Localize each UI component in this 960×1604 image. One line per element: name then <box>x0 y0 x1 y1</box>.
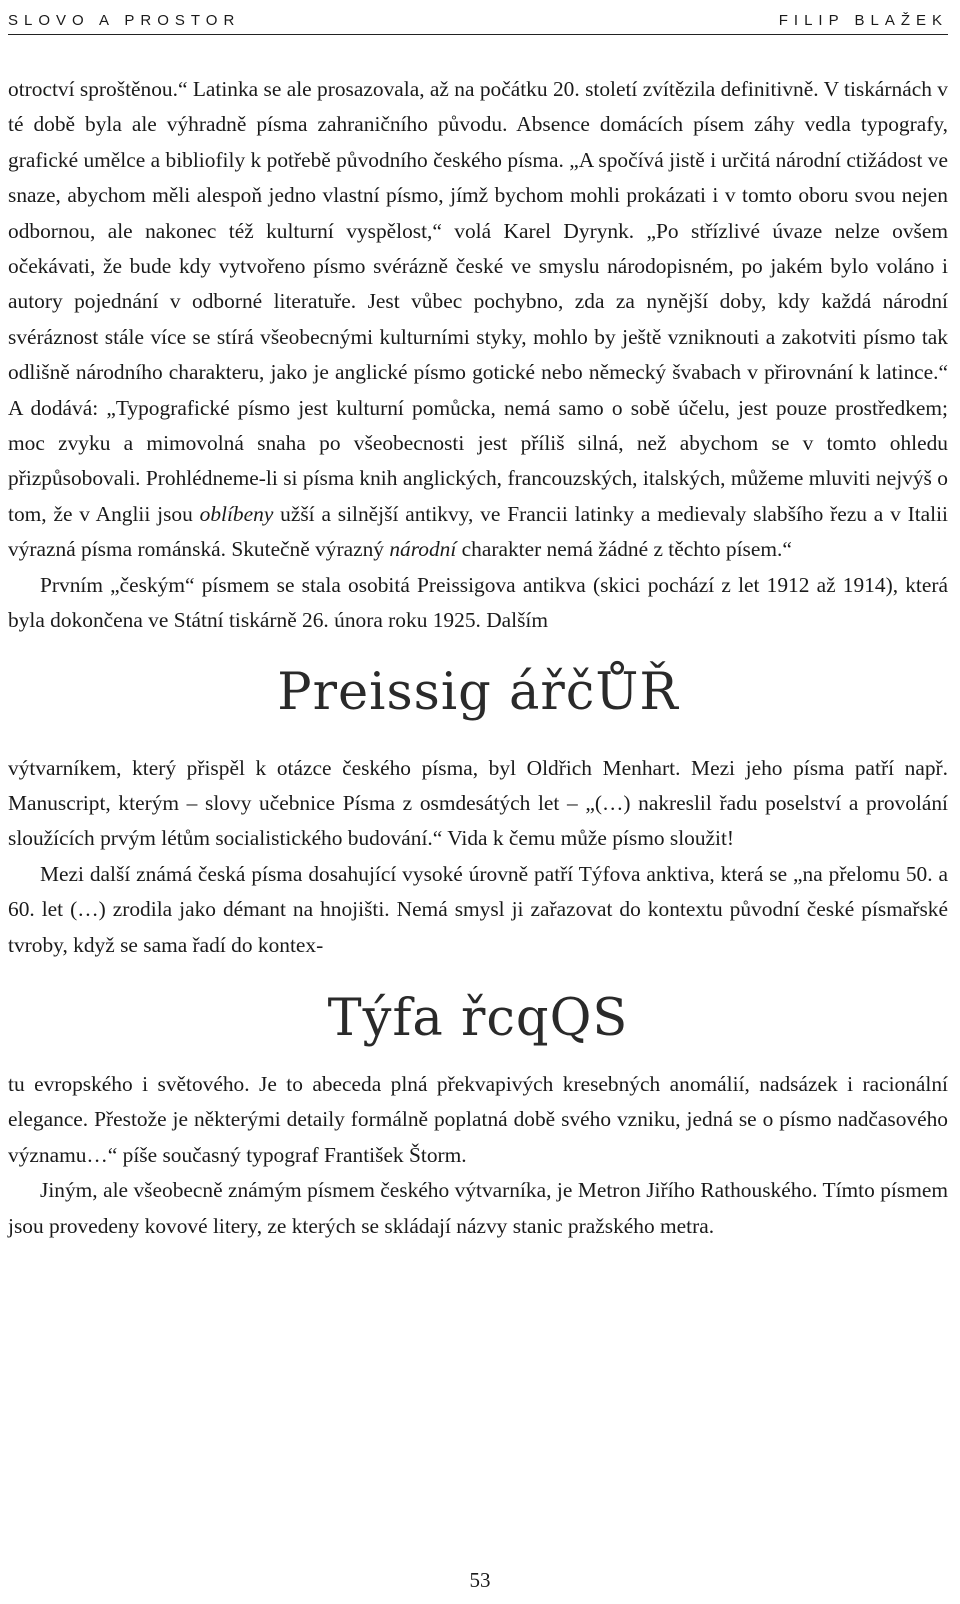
paragraph-tyfa: Mezi další známá česká písma dosahující vysoké úrovně patří Týfova anktiva, která se „na přelomu 50. a 60. let (…) zrodila jako démant na hnojišti. Nemá smysl ji zařazovat do kontextu původní české písmařské tvroby, když se sama řadí do kontex- <box>8 861 948 957</box>
page-number: 53 <box>469 1568 491 1592</box>
paragraph-text: charakter nemá žádné z těchto písem.“ <box>456 537 792 562</box>
preissig-typeface-specimen: Preissig ářčŮŘ <box>277 662 679 722</box>
paragraph-preissig: Prvním „českým“ písmem se stala osobitá Preissigova antikva (skici pochází z let 1912 až 1914), která byla dokončena ve Státní tiskárně 26. února roku 1925. Dalším <box>8 572 948 633</box>
header-publication-title: SLOVO A PROSTOR <box>8 11 241 29</box>
paragraph-latin-script-history <box>8 72 948 568</box>
header-author-name: FILIP BLAŽEK <box>778 11 948 29</box>
article-body <box>8 72 948 1244</box>
running-header <box>8 6 948 35</box>
paragraph-text: otroctví sproštěnou.“ Latinka se ale prosazovala, až na počátku 20. století zvítězila definitivně. V tiskárnách v té době byla ale výhradně písma zahraničního původu. Absence domácích písem záhy vedla typografy, grafické umělce a bibliofily k potřebě původního českého písma. „A spočívá jistě i určitá národní ctižádost ve snaze, abychom měli alespoň jedno vlastní písmo, jímž bychom mohli prokázati i v tomto oboru svou nejen odbornou, ale nakonec též kulturní vyspělost,“ volá Karel Dyrynk. „Po střízlivé úvaze nelze ovšem očekávati, že bude kdy vytvořeno písmo svérázně české ve smyslu národopisném, po jakém bylo voláno i autory pojednání v odborné literatuře. Jest vůbec pochybno, zda za nynější doby, kdy každá národní svéráznost stále více se stírá všeobecnými kulturními styky, mohlo by ještě vzniknouti a zakotviti písmo tak odlišně národního charakteru, jako je anglické písmo gotické nebo německý švabach v přirovnání k latince.“ A dodává: „Typografické písmo jest kulturní pomůcka, nemá samo o sobě účelu, jest pouze prostředkem; moc zvyku a mimovolná snaha po všeobecnosti jest příliš silná, než abychom se v tomto ohledu přizpůsobovali. Prohlédneme-li si písma knih anglických, francouzských, italských, můžeme mluviti nejvýš o tom, že v Anglii jsou <box>8 77 948 526</box>
paragraph-menhart: výtvarníkem, který přispěl k otázce českého písma, byl Oldřich Menhart. Mezi jeho písma patří např. Manuscript, kterým – slovy učebnice Písma z osmdesátých let – „(…) nakreslil řadu poselství a provolání sloužících prvým létům socialistického budování.“ Vida k čemu může písmo sloužit! <box>8 755 948 851</box>
paragraph-text: užší a silnější antikvy, ve Francii latinky a medievaly slabšího řezu a v Italii výrazná písma románská. Skutečně výrazný <box>8 501 948 562</box>
tyfa-typeface-specimen: Týfa řcqQS <box>327 988 629 1048</box>
italic-emphasis: národní <box>389 537 457 562</box>
italic-emphasis: oblíbeny <box>199 501 274 526</box>
paragraph-tyfa-continued: tu evropského i světového. Je to abeceda plná překvapivých kresebných anomálií, nadsázek i racionální elegance. Přestože je některými detaily formálně poplatná době svého vzniku, jedná se o písmo nadčasového významu…“ píše současný typograf František Štorm. <box>8 1071 948 1167</box>
paragraph-metron: Jiným, ale všeobecně známým písmem českého výtvarníka, je Metron Jiřího Rathouského. Tímto písmem jsou provedeny kovové litery, ze kterých se skládají názvy stanic pražského metra. <box>8 1178 948 1238</box>
